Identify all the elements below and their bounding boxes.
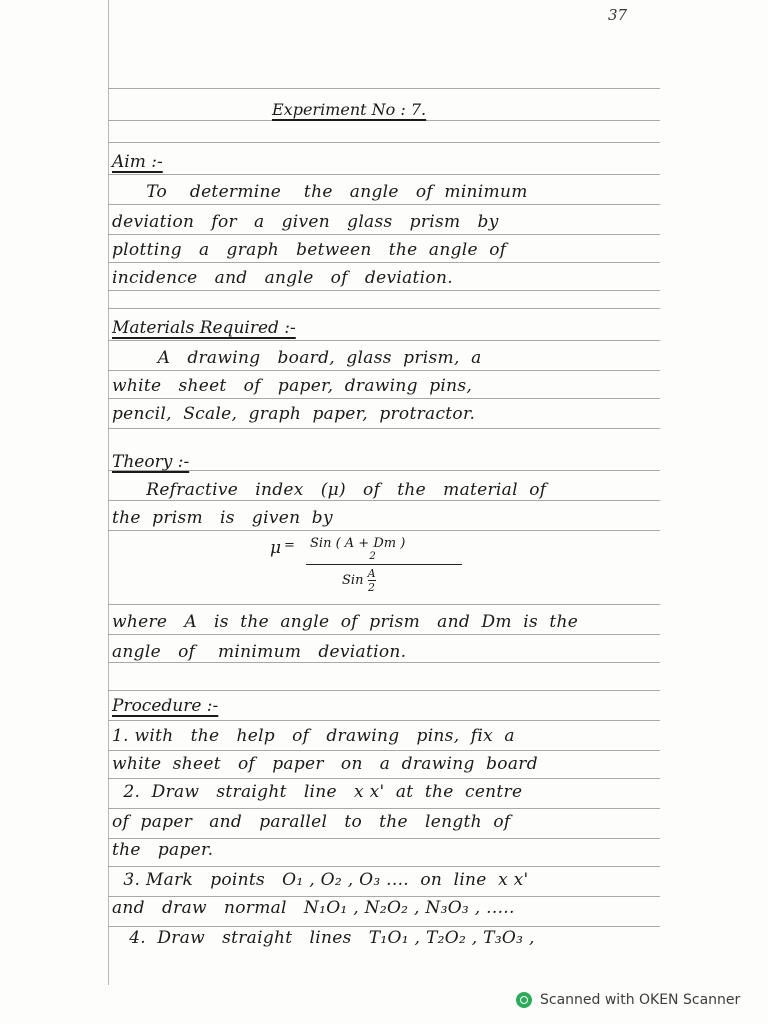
- ruled-line: [108, 204, 660, 205]
- ruled-line: [108, 750, 660, 751]
- procedure-line: white sheet of paper on a drawing board: [112, 754, 538, 774]
- ruled-line: [108, 690, 660, 691]
- procedure-line: 1. with the help of drawing pins, fix a: [112, 726, 515, 746]
- materials-heading: Materials Required :-: [112, 318, 296, 338]
- scanner-watermark: [516, 990, 740, 1010]
- ruled-line: [108, 926, 660, 927]
- ruled-line: [108, 530, 660, 531]
- experiment-title: Experiment No : 7.: [272, 100, 427, 119]
- ruled-line: [108, 838, 660, 839]
- procedure-line: the paper.: [112, 840, 214, 860]
- formula-denominator-fraction: [368, 568, 376, 593]
- ruled-line: [108, 88, 660, 89]
- aim-heading: Aim :-: [112, 152, 163, 172]
- theory-after-line: where A is the angle of prism and Dm is the: [112, 612, 579, 632]
- theory-after-line: angle of minimum deviation.: [112, 642, 407, 662]
- formula-numerator: [310, 536, 416, 562]
- ruled-line: [108, 370, 660, 371]
- procedure-line: 3. Mark points O₁ , O₂ , O₃ .... on line x x': [112, 870, 529, 890]
- formula-fraction-bar: [306, 564, 462, 565]
- ruled-line: [108, 120, 660, 121]
- ruled-line: [108, 308, 660, 309]
- procedure-heading: Procedure :-: [112, 696, 219, 716]
- ruled-line: [108, 662, 660, 663]
- scanner-logo-icon: [516, 992, 532, 1008]
- formula-equals: =: [284, 538, 295, 553]
- aim-line: To determine the angle of minimum: [112, 182, 528, 202]
- theory-heading: Theory :-: [112, 452, 190, 472]
- formula-denominator-bottom: 2: [368, 581, 376, 594]
- materials-line: white sheet of paper, drawing pins,: [112, 376, 473, 396]
- ruled-line: [108, 896, 660, 897]
- page-number: 37: [608, 6, 628, 24]
- ruled-line: [108, 340, 660, 341]
- ruled-line: [108, 174, 660, 175]
- procedure-line: 2. Draw straight line x x' at the centre: [112, 782, 523, 802]
- formula-numerator-half: 2: [369, 551, 376, 562]
- ruled-line: [108, 262, 660, 263]
- formula-denominator-top: A: [367, 567, 376, 580]
- ruled-line: [108, 604, 660, 605]
- formula-numerator-text: Sin ( A + Dm ): [310, 536, 406, 551]
- ruled-line: [108, 234, 660, 235]
- formula-denominator-sin: Sin: [342, 573, 364, 588]
- aim-line: incidence and angle of deviation.: [112, 268, 453, 288]
- formula-denominator: [342, 568, 376, 593]
- formula-mu: μ: [270, 538, 282, 558]
- ruled-line: [108, 808, 660, 809]
- ruled-line: [108, 866, 660, 867]
- aim-line: plotting a graph between the angle of: [112, 240, 507, 260]
- ruled-line: [108, 290, 660, 291]
- materials-line: A drawing board, glass prism, a: [112, 348, 482, 368]
- theory-line: the prism is given by: [112, 508, 333, 528]
- ruled-line: [108, 500, 660, 501]
- procedure-line: 4. Draw straight lines T₁O₁ , T₂O₂ , T₃O₃ ,: [112, 928, 535, 948]
- ruled-line: [108, 778, 660, 779]
- scanner-watermark-text: Scanned with OKEN Scanner: [540, 992, 741, 1008]
- ruled-line: [108, 720, 660, 721]
- ruled-line: [108, 470, 660, 471]
- ruled-line: [108, 142, 660, 143]
- theory-line: Refractive index (μ) of the material of: [112, 480, 547, 500]
- procedure-line: of paper and parallel to the length of: [112, 812, 511, 832]
- materials-line: pencil, Scale, graph paper, protractor.: [112, 404, 476, 424]
- procedure-line: and draw normal N₁O₁ , N₂O₂ , N₃O₃ , .....: [112, 898, 515, 918]
- ruled-line: [108, 634, 660, 635]
- ruled-line: [108, 428, 660, 429]
- ruled-line: [108, 398, 660, 399]
- aim-line: deviation for a given glass prism by: [112, 212, 499, 232]
